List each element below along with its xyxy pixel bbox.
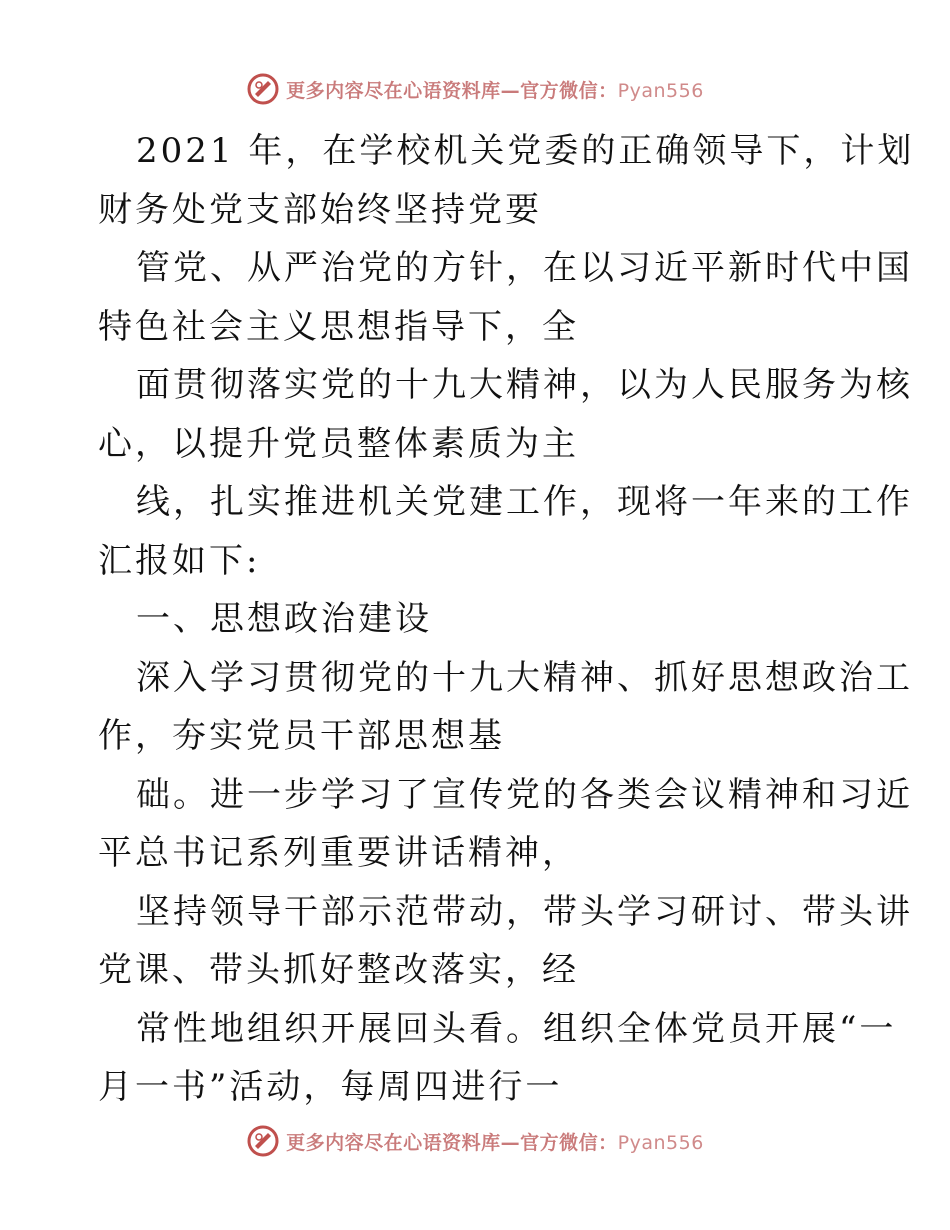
watermark-handle: Pyan556	[617, 1131, 704, 1154]
document-body	[98, 122, 915, 1117]
paragraph-line: 特色社会主义思想指导下，全	[98, 306, 579, 347]
section-heading: 一、思想政治建设	[136, 599, 432, 639]
paragraph-line: 常性地组织开展回头看。组织全体党员开展“一	[136, 1008, 897, 1049]
paragraph-line: 础。进一步学习了宣传党的各类会议精神和习近	[136, 774, 913, 815]
watermark-footer	[0, 1124, 950, 1158]
red-seal-logo-icon	[246, 72, 280, 106]
paragraph-line: 深入学习贯彻党的十九大精神、抓好思想政治工	[136, 657, 913, 698]
paragraph-line: 面贯彻落实党的十九大精神，以为人民服务为核	[136, 365, 913, 405]
watermark-handle: Pyan556	[617, 79, 704, 102]
paragraph-line: 2021 年，在学校机关党委的正确领导下，计划	[136, 131, 915, 171]
watermark-header	[0, 72, 950, 106]
watermark-text: 更多内容尽在心语资料库—官方微信：Pyan556	[286, 1131, 704, 1154]
paragraph-line: 心，以提升党员整体素质为主	[98, 423, 579, 464]
paragraph-line: 平总书记系列重要讲话精神，	[98, 833, 579, 873]
red-seal-logo-icon	[246, 1124, 280, 1158]
paragraph-line: 管党、从严治党的方针，在以习近平新时代中国	[136, 248, 913, 288]
watermark-text: 更多内容尽在心语资料库—官方微信：Pyan556	[286, 79, 704, 102]
paragraph-line: 作，夯实党员干部思想基	[98, 716, 505, 756]
paragraph-line: 线，扎实推进机关党建工作，现将一年来的工作	[136, 482, 913, 522]
paragraph-line: 汇报如下:	[98, 540, 261, 581]
paragraph-line: 月一书”活动，每周四进行一	[98, 1067, 563, 1107]
paragraph-line: 财务处党支部始终坚持党要	[98, 189, 542, 230]
paragraph-line: 党课、带头抓好整改落实，经	[98, 950, 579, 990]
paragraph-line: 坚持领导干部示范带动，带头学习研讨、带头讲	[136, 891, 913, 932]
